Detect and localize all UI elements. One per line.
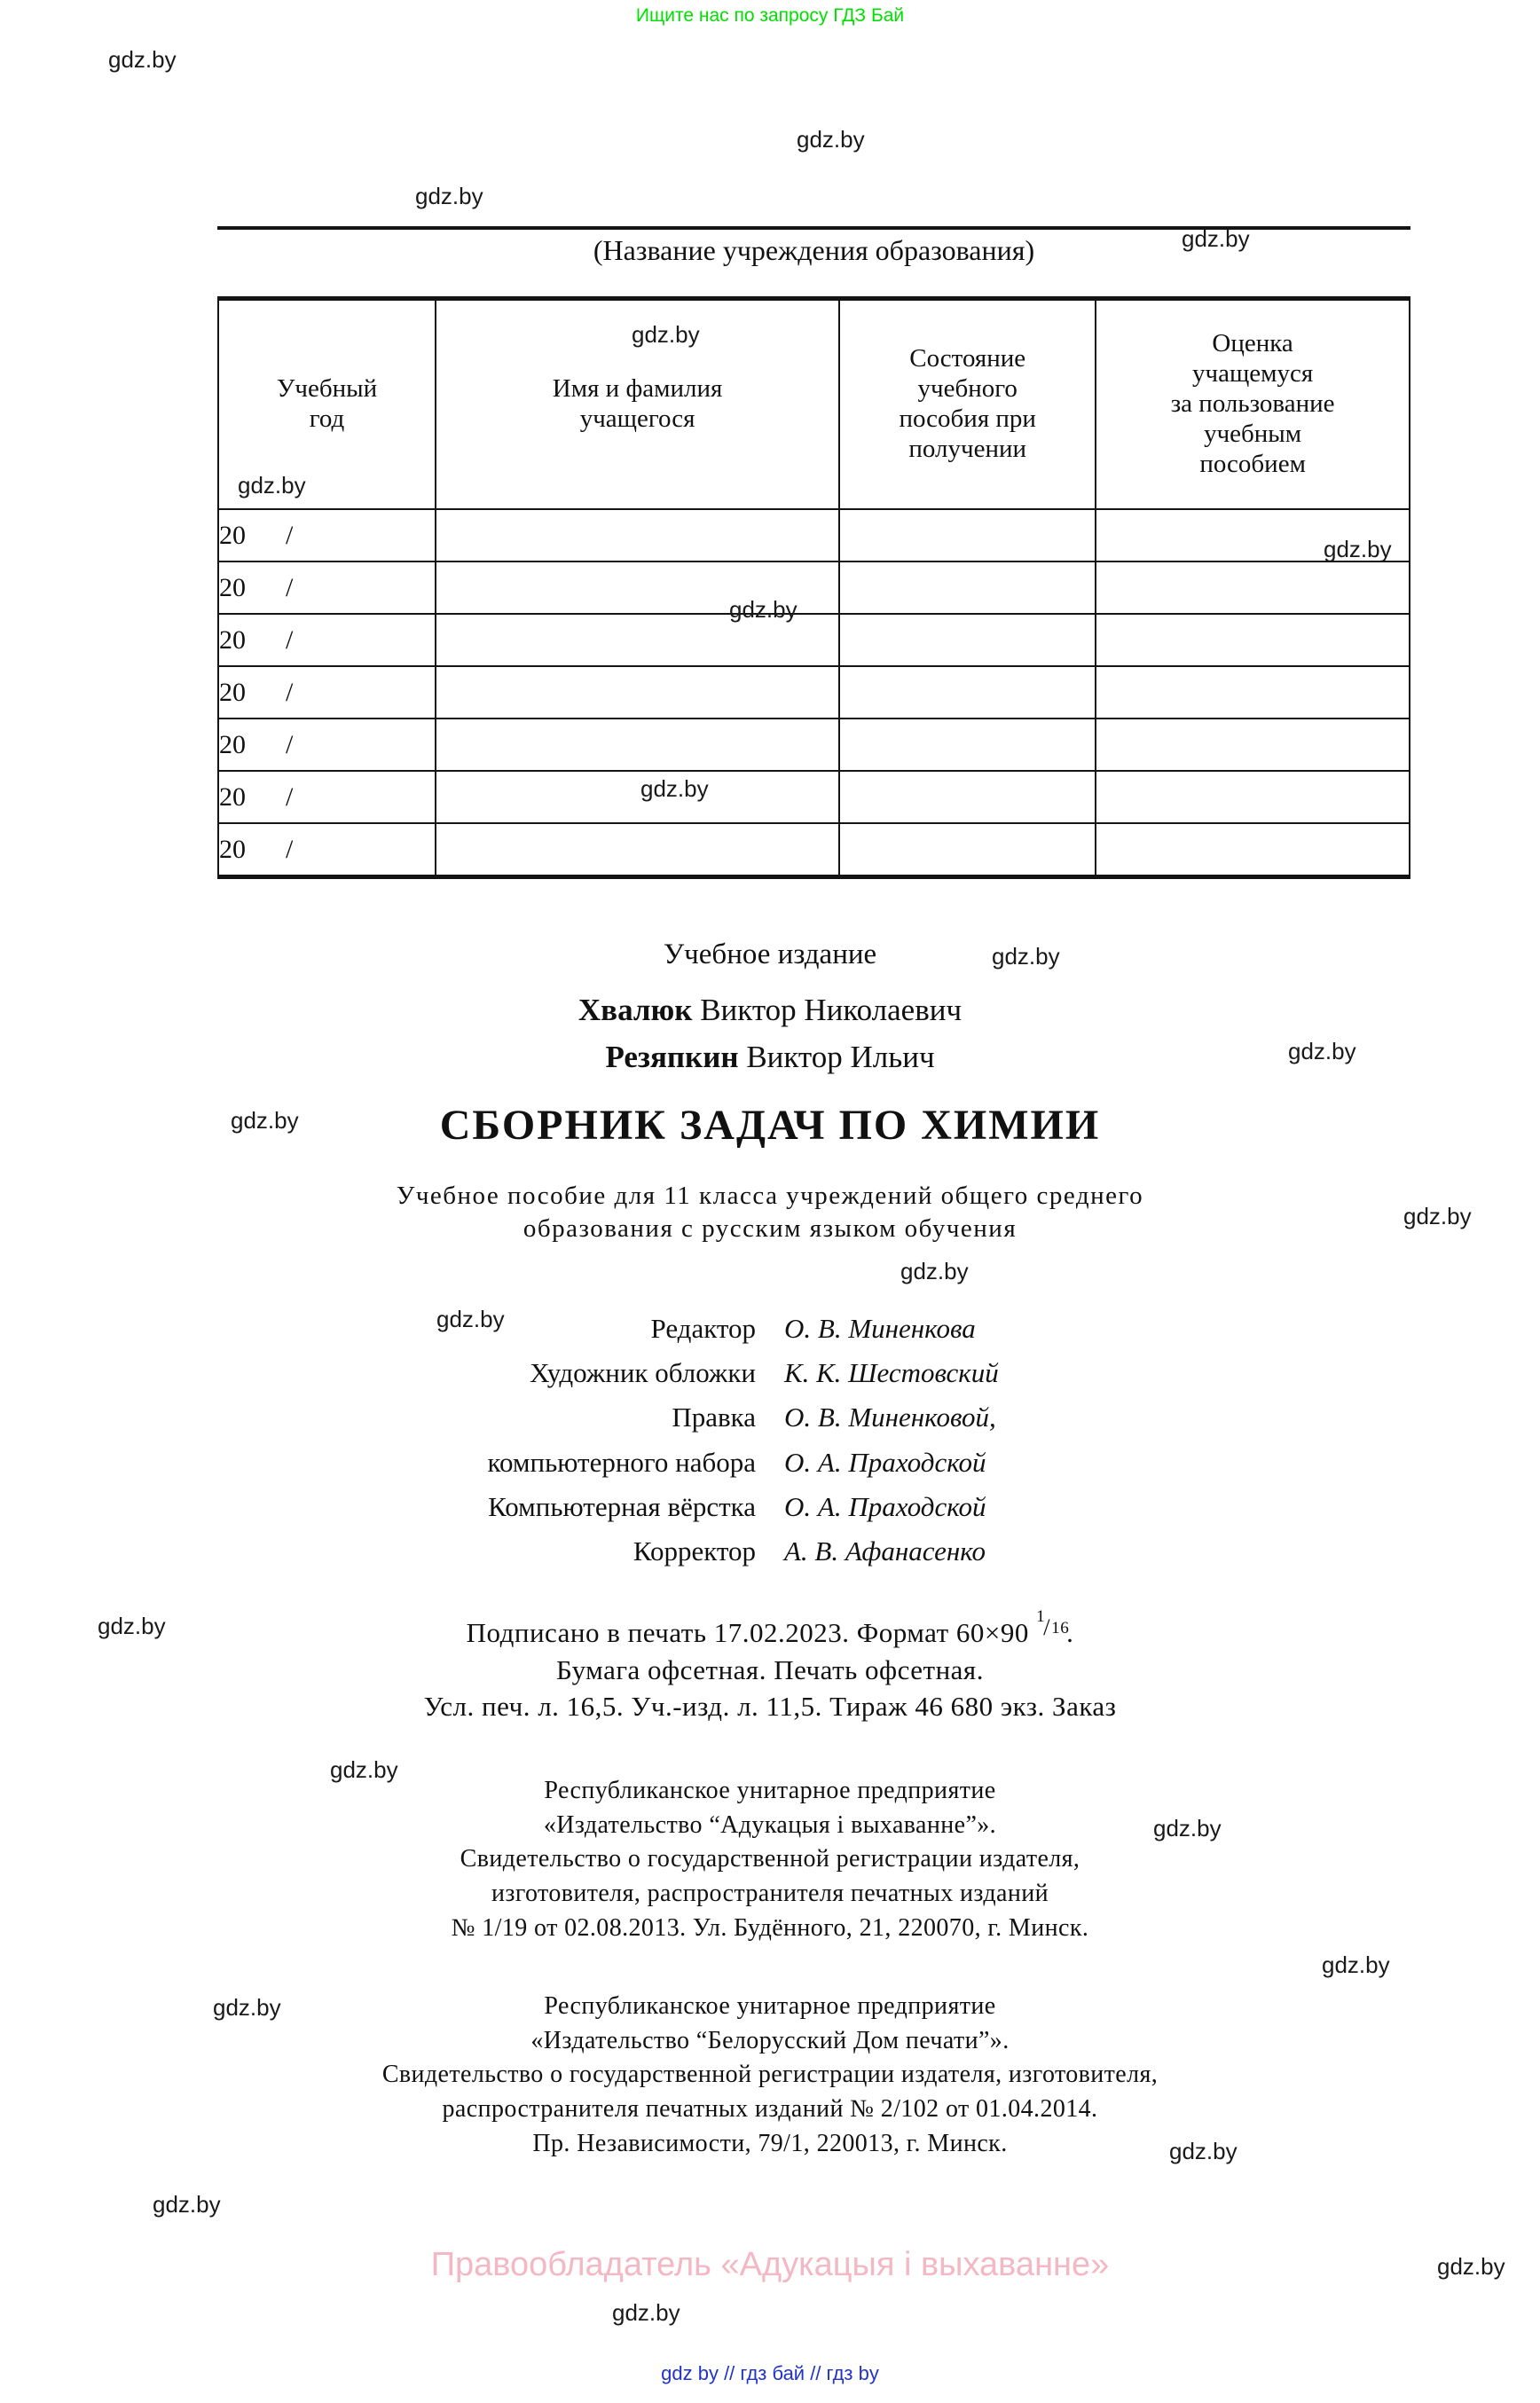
imprint-signed-text: Подписано в печать 17.02.2023. Формат 60×90: [466, 1617, 1037, 1648]
credit-row: [0, 1441, 1540, 1485]
credit-person-1: К. К. Шестовский: [784, 1357, 999, 1389]
publisher-1-line-1: Республиканское унитарное предприятие: [544, 1777, 996, 1804]
column-header-state: Состояние учебного пособия при получении: [839, 299, 1096, 510]
author-surname-2: Резяпкин: [605, 1040, 747, 1074]
book-title: СБОРНИК ЗАДАЧ ПО ХИМИИ: [439, 1102, 1101, 1149]
gdz-watermark-12: gdz.by: [1403, 1203, 1472, 1229]
publisher-2-line-1: Республиканское унитарное предприятие: [544, 1992, 996, 2020]
format-numerator: 1: [1036, 1607, 1046, 1627]
gdz-watermark-0: gdz.by: [108, 46, 177, 73]
credit-role-3: компьютерного набора: [487, 1446, 756, 1478]
gdz-watermark-10: gdz.by: [1288, 1038, 1356, 1064]
state-cell[interactable]: [839, 614, 1096, 666]
name-cell[interactable]: [436, 509, 839, 561]
gdz-watermark-3: gdz.by: [1182, 225, 1250, 252]
state-cell[interactable]: [839, 561, 1096, 614]
name-cell[interactable]: [436, 823, 839, 877]
author-given-2: Виктор Ильич: [746, 1040, 935, 1074]
imprint-line-2: Бумага офсетная. Печать офсетная.: [556, 1653, 984, 1685]
table-row: [218, 823, 1410, 877]
author-name-1: [0, 993, 1540, 1028]
mark-cell[interactable]: [1096, 561, 1410, 614]
gdz-watermark-14: gdz.by: [436, 1306, 505, 1332]
gdz-watermark-2: gdz.by: [415, 183, 483, 209]
publisher-2-line-5: Пр. Независимости, 79/1, 220013, г. Минск.: [532, 2129, 1008, 2157]
name-cell[interactable]: [436, 614, 839, 666]
year-cell[interactable]: 20 /: [218, 823, 436, 877]
credit-person-2: О. В. Миненковой,: [784, 1402, 996, 1433]
table-row: [218, 771, 1410, 823]
gdz-watermark-7: gdz.by: [729, 596, 798, 623]
table-row: [218, 561, 1410, 614]
table-row: [218, 666, 1410, 719]
publisher-block-1: [0, 1774, 1540, 1945]
table-header: [218, 299, 1410, 510]
publisher-2-line-3: Свидетельство о государственной регистрации издателя, изготовителя,: [381, 2061, 1159, 2089]
gdz-watermark-8: gdz.by: [640, 775, 709, 802]
state-cell[interactable]: [839, 771, 1096, 823]
gdz-watermark-17: gdz.by: [1153, 1815, 1222, 1842]
imprint-line-1: [0, 1607, 1540, 1652]
name-cell[interactable]: [436, 561, 839, 614]
credit-row: [0, 1351, 1540, 1395]
credit-row: [0, 1395, 1540, 1440]
edition-label: Учебное издание: [663, 938, 877, 970]
credit-row: [0, 1529, 1540, 1574]
gdz-watermark-16: gdz.by: [330, 1756, 398, 1783]
column-header-name: Имя и фамилия учащегося: [436, 299, 839, 510]
student-records-table: [217, 296, 1410, 879]
credit-role-0: Редактор: [650, 1313, 756, 1344]
book-subtitle: [0, 1180, 1540, 1245]
credits-list: [0, 1307, 1540, 1574]
column-header-mark: Оценка учащемуся за пользование учебным пособием: [1096, 299, 1410, 510]
year-cell[interactable]: 20 /: [218, 561, 436, 614]
publisher-2-line-2: «Издательство “Белорусский Дом печати”».: [530, 2026, 1010, 2054]
publisher-1-line-5: № 1/19 от 02.08.2013. Ул. Будённого, 21, 220070, г. Минск.: [451, 1913, 1089, 1942]
year-cell[interactable]: 20 /: [218, 666, 436, 719]
gdz-watermark-11: gdz.by: [231, 1107, 299, 1134]
column-header-year: Учебный год: [218, 299, 436, 510]
gdz-watermark-21: gdz.by: [153, 2191, 221, 2218]
name-cell[interactable]: [436, 719, 839, 771]
state-cell[interactable]: [839, 719, 1096, 771]
table-row: [218, 719, 1410, 771]
format-fraction: [1036, 1607, 1070, 1642]
author-surname-1: Хвалюк: [578, 993, 701, 1027]
mark-cell[interactable]: [1096, 666, 1410, 719]
state-cell[interactable]: [839, 509, 1096, 561]
credit-row: [0, 1307, 1540, 1351]
credit-role-1: Художник обложки: [530, 1357, 756, 1389]
year-cell[interactable]: 20 /: [218, 719, 436, 771]
table-header-row: [218, 299, 1410, 510]
state-cell[interactable]: [839, 823, 1096, 877]
credit-person-4: О. А. Праходской: [784, 1490, 986, 1522]
publisher-block-2: [0, 1990, 1540, 2161]
name-cell[interactable]: [436, 771, 839, 823]
imprint-line-3: Усл. печ. л. 16,5. Уч.-изд. л. 11,5. Тираж 46 680 экз. Заказ: [423, 1691, 1117, 1723]
credit-role-2: Правка: [672, 1402, 756, 1433]
gdz-watermark-20: gdz.by: [1169, 2138, 1238, 2164]
gdz-watermark-13: gdz.by: [900, 1258, 969, 1284]
publisher-1-line-3: Свидетельство о государственной регистрации издателя,: [460, 1845, 1080, 1873]
table-body: [218, 509, 1410, 877]
table-row: [218, 509, 1410, 561]
year-cell[interactable]: 20 /: [218, 509, 436, 561]
gdz-watermark-23: gdz.by: [612, 2299, 680, 2326]
gdz-watermark-4: gdz.by: [632, 321, 700, 348]
mark-cell[interactable]: [1096, 614, 1410, 666]
credit-person-3: О. А. Праходской: [784, 1446, 986, 1478]
author-name-2: [0, 1040, 1540, 1075]
mark-cell[interactable]: [1096, 823, 1410, 877]
institution-rule: [217, 226, 1410, 230]
site-footer-links: gdz by // гдз бай // гдз by: [661, 2362, 879, 2384]
mark-cell[interactable]: [1096, 509, 1410, 561]
publisher-1-line-4: изготовителя, распространителя печатных изданий: [491, 1879, 1049, 1907]
imprint-line1-suffix: .: [1066, 1617, 1074, 1648]
gdz-watermark-15: gdz.by: [98, 1613, 166, 1639]
mark-cell[interactable]: [1096, 719, 1410, 771]
publisher-2-line-4: распространителя печатных изданий № 2/102 от 01.04.2014.: [442, 2094, 1098, 2123]
imprint-block: [0, 1607, 1540, 1725]
year-cell[interactable]: 20 /: [218, 614, 436, 666]
author-given-1: Виктор Николаевич: [700, 993, 962, 1027]
publisher-1-line-2: «Издательство “Адукацыя і выхаванне”».: [543, 1810, 997, 1839]
rights-holder-watermark: Правообладатель «Адукацыя і выхаванне»: [430, 2246, 1110, 2283]
gdz-watermark-19: gdz.by: [213, 1994, 281, 2021]
gdz-watermark-9: gdz.by: [992, 943, 1060, 970]
promo-banner: Ищите нас по запросу ГДЗ Бай: [635, 5, 905, 26]
institution-caption: (Название учреждения образования): [593, 234, 1035, 266]
gdz-watermark-6: gdz.by: [1324, 536, 1392, 562]
table-row: [218, 614, 1410, 666]
state-cell[interactable]: [839, 666, 1096, 719]
credit-role-4: Компьютерная вёрстка: [488, 1490, 756, 1522]
format-slash: /: [1043, 1614, 1051, 1641]
year-cell[interactable]: 20 /: [218, 771, 436, 823]
gdz-watermark-18: gdz.by: [1322, 1951, 1390, 1978]
gdz-watermark-5: gdz.by: [238, 472, 306, 499]
gdz-watermark-22: gdz.by: [1437, 2253, 1505, 2280]
name-cell[interactable]: [436, 666, 839, 719]
gdz-watermark-1: gdz.by: [797, 126, 865, 153]
subtitle-line-2: образования с русским языком обучения: [522, 1214, 1018, 1244]
credit-row: [0, 1485, 1540, 1529]
credit-person-0: О. В. Миненкова: [784, 1313, 976, 1344]
subtitle-line-1: Учебное пособие для 11 класса учреждений общего среднего: [396, 1182, 1144, 1210]
credit-role-5: Корректор: [632, 1535, 756, 1567]
credit-person-5: А. В. Афанасенко: [784, 1535, 986, 1567]
format-denominator: 16: [1051, 1619, 1070, 1638]
mark-cell[interactable]: [1096, 771, 1410, 823]
